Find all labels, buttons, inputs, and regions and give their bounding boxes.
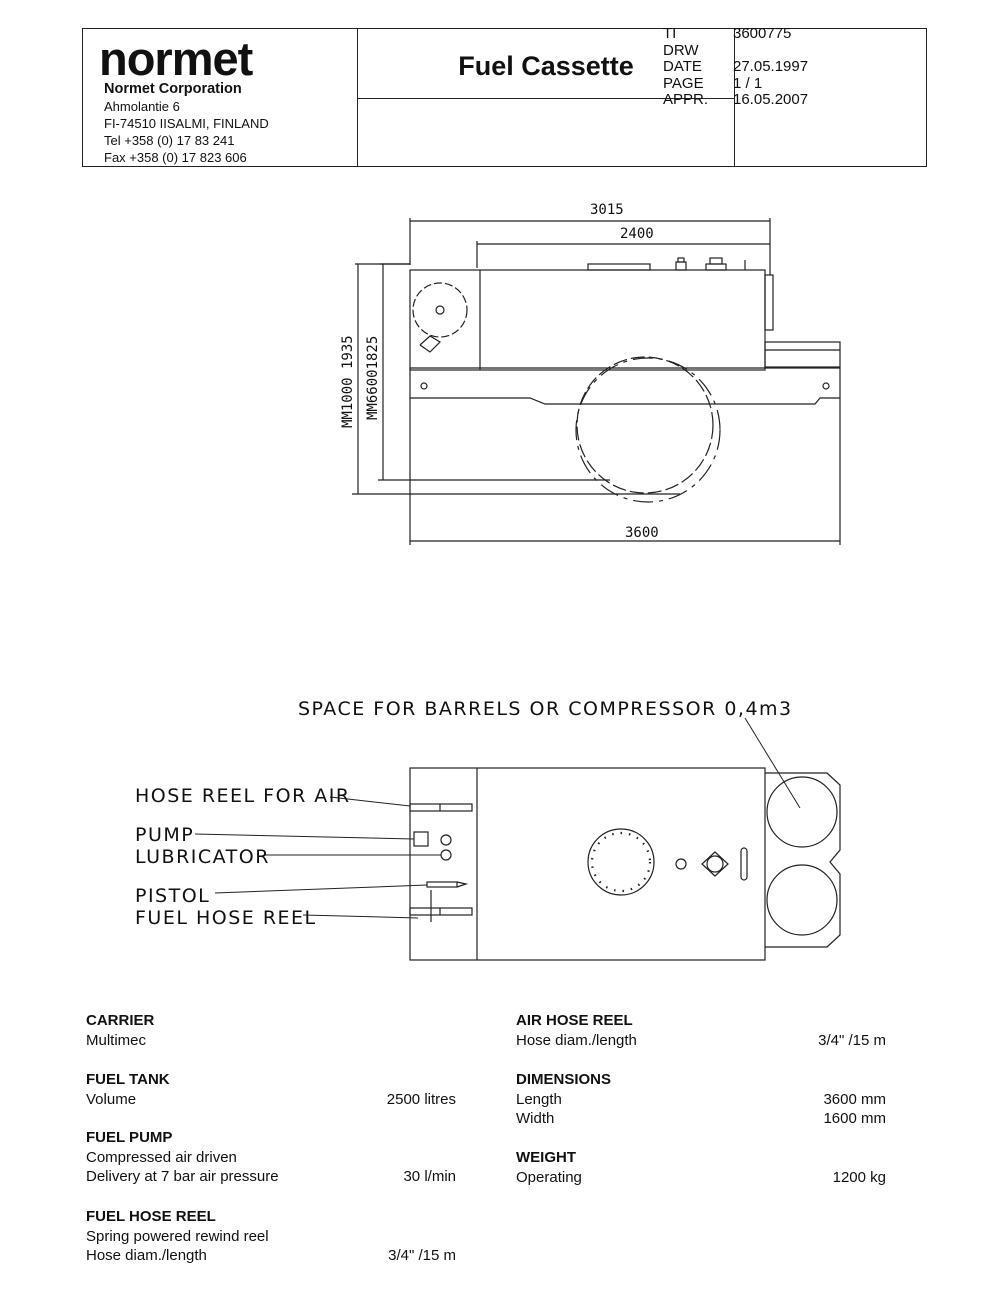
spec-weight (516, 1148, 886, 1187)
spec-label: Delivery at 7 bar air pressure (86, 1168, 279, 1185)
spec-value: 3/4" /15 m (818, 1031, 886, 1049)
spec-row (86, 1090, 456, 1110)
address-city: FI-74510 IISALMI, FINLAND (104, 116, 269, 131)
label-pump: PUMP (135, 824, 195, 846)
spec-value: 3/4" /15 m (388, 1247, 456, 1264)
spec-label: Compressed air driven (86, 1148, 237, 1166)
spec-value: 2500 litres (386, 1090, 456, 1108)
spec-heading: AIR HOSE REEL (516, 1012, 633, 1029)
label-lubricator: LUBRICATOR (135, 846, 270, 868)
spec-heading: WEIGHT (516, 1149, 576, 1166)
address-tel: Tel +358 (0) 17 83 241 (104, 133, 235, 148)
spec-heading: DIMENSIONS (516, 1071, 612, 1088)
meta-key: APPR. (663, 91, 709, 108)
spec-label: Width (516, 1110, 555, 1127)
spec-row (86, 1031, 456, 1051)
spec-fuel-hose-reel (86, 1207, 456, 1266)
meta-value: 1 / 1 (733, 74, 763, 92)
spec-label: Hose diam./length (86, 1247, 207, 1264)
spec-air-hose-reel (516, 1011, 886, 1050)
label-fuel-hose-reel: FUEL HOSE REEL (135, 907, 317, 929)
meta-key: DATE (663, 58, 702, 75)
spec-row (86, 1148, 456, 1168)
spec-row (86, 1167, 456, 1187)
meta-key: DRW (663, 41, 699, 59)
top-view (410, 768, 840, 960)
spec-value: 1600 mm (823, 1110, 886, 1127)
spec-carrier (86, 1011, 456, 1050)
spec-value: 3600 mm (823, 1090, 886, 1108)
spec-label: Spring powered rewind reel (86, 1227, 269, 1245)
meta-key: PAGE (663, 74, 704, 92)
spec-row (516, 1109, 886, 1129)
address-fax: Fax +358 (0) 17 823 606 (104, 150, 247, 165)
spec-fuel-pump (86, 1128, 456, 1187)
dim-2400: 2400 (620, 226, 654, 242)
meta-value: 3600775 (733, 25, 792, 42)
spec-label: Length (516, 1090, 562, 1108)
spec-heading: FUEL HOSE REEL (86, 1208, 216, 1225)
spec-heading: CARRIER (86, 1012, 155, 1029)
spec-dimensions (516, 1070, 886, 1129)
address-street: Ahmolantie 6 (104, 99, 180, 114)
spec-label: Operating (516, 1168, 582, 1186)
label-hose-reel-air: HOSE REEL FOR AIR (135, 785, 351, 807)
side-view (352, 218, 840, 545)
spec-heading: FUEL PUMP (86, 1129, 173, 1146)
normet-logo: normet (99, 32, 253, 85)
dim-vertical-outer: MM1000 1935 (340, 335, 356, 428)
spec-heading: FUEL TANK (86, 1071, 170, 1088)
leader-lines (195, 718, 800, 918)
dim-vertical-inner: MM66001825 (365, 335, 381, 420)
label-pistol: PISTOL (135, 885, 211, 907)
spec-row (516, 1031, 886, 1051)
spec-row (516, 1090, 886, 1110)
dim-3600: 3600 (625, 525, 659, 541)
document-title: Fuel Cassette (458, 51, 634, 81)
spec-label: Hose diam./length (516, 1031, 637, 1049)
spec-row (86, 1227, 456, 1247)
meta-value: 27.05.1997 (733, 58, 809, 75)
spec-label: Volume (86, 1090, 137, 1108)
label-space-barrels: SPACE FOR BARRELS OR COMPRESSOR 0,4m3 (298, 698, 793, 720)
company-name: Normet Corporation (104, 81, 242, 97)
meta-value: 16.05.2007 (733, 91, 809, 108)
dim-3015: 3015 (590, 202, 624, 218)
spec-row (516, 1168, 886, 1188)
spec-value: 1200 kg (832, 1168, 886, 1186)
spec-fuel-tank (86, 1070, 456, 1109)
spec-row (86, 1246, 456, 1266)
meta-key: TI (663, 25, 677, 42)
spec-label: Multimec (86, 1031, 147, 1049)
spec-value: 30 l/min (403, 1168, 456, 1185)
